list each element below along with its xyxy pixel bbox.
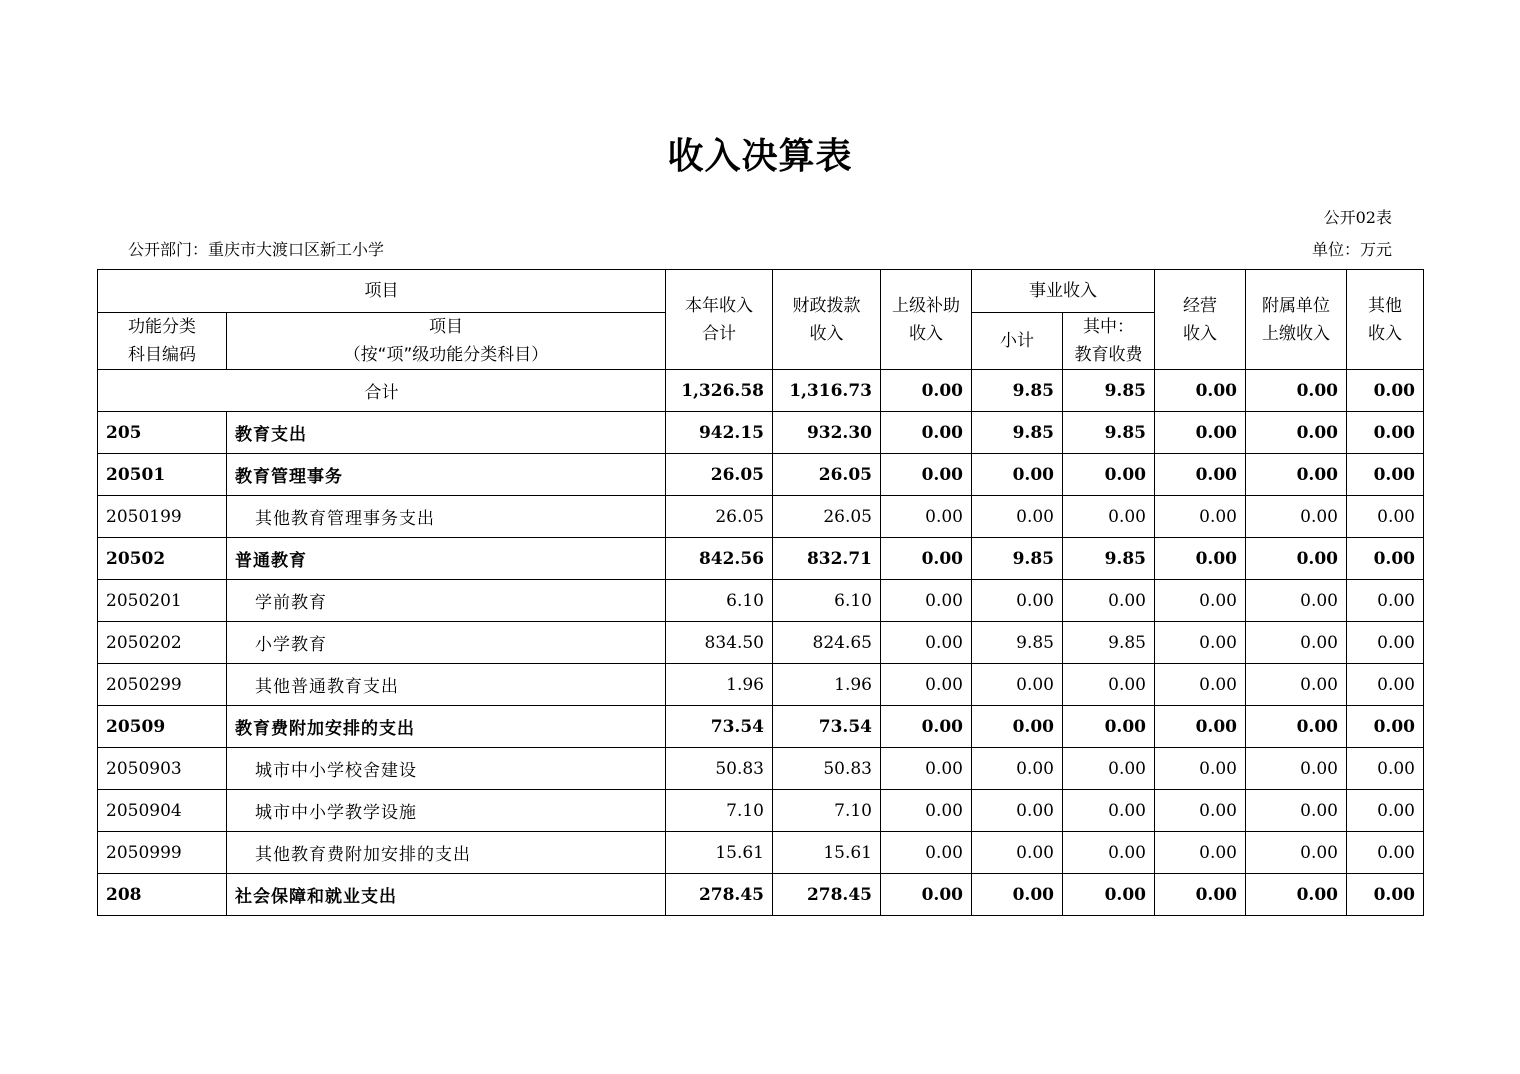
row-value: 15.61 <box>666 832 773 874</box>
row-value: 0.00 <box>1063 496 1155 538</box>
row-value: 0.00 <box>1347 412 1424 454</box>
row-value: 0.00 <box>972 496 1063 538</box>
header-operating-income: 经营 收入 <box>1155 270 1246 370</box>
row-value: 26.05 <box>666 454 773 496</box>
row-value: 26.05 <box>773 454 881 496</box>
row-value: 0.00 <box>1155 832 1246 874</box>
row-value: 26.05 <box>666 496 773 538</box>
total-cell: 0.00 <box>1155 370 1246 412</box>
row-value: 0.00 <box>881 580 972 622</box>
row-code: 2050199 <box>98 496 227 538</box>
row-value: 0.00 <box>881 412 972 454</box>
row-value: 50.83 <box>773 748 881 790</box>
row-value: 73.54 <box>666 706 773 748</box>
row-value: 0.00 <box>881 622 972 664</box>
row-value: 0.00 <box>1155 454 1246 496</box>
total-cell: 0.00 <box>1246 370 1347 412</box>
row-value: 0.00 <box>881 538 972 580</box>
row-value: 0.00 <box>881 874 972 916</box>
row-value: 834.50 <box>666 622 773 664</box>
row-name: 教育支出 <box>227 412 666 454</box>
total-row <box>98 370 1424 412</box>
row-value: 0.00 <box>1063 790 1155 832</box>
row-name: 教育管理事务 <box>227 454 666 496</box>
row-value: 9.85 <box>972 538 1063 580</box>
row-code: 208 <box>98 874 227 916</box>
row-value: 0.00 <box>1155 748 1246 790</box>
table-row <box>98 412 1424 454</box>
table-row <box>98 706 1424 748</box>
row-code: 2050299 <box>98 664 227 706</box>
table-row <box>98 832 1424 874</box>
row-name: 小学教育 <box>227 622 666 664</box>
header-other-income: 其他 收入 <box>1347 270 1424 370</box>
row-value: 842.56 <box>666 538 773 580</box>
total-cell: 9.85 <box>972 370 1063 412</box>
row-value: 0.00 <box>1155 580 1246 622</box>
table-row <box>98 790 1424 832</box>
row-value: 832.71 <box>773 538 881 580</box>
row-value: 0.00 <box>881 664 972 706</box>
row-value: 0.00 <box>881 748 972 790</box>
row-name: 普通教育 <box>227 538 666 580</box>
row-code: 2050202 <box>98 622 227 664</box>
row-value: 0.00 <box>1246 832 1347 874</box>
row-value: 1.96 <box>666 664 773 706</box>
form-number: 公开02表 <box>1323 208 1392 227</box>
table-row <box>98 748 1424 790</box>
row-value: 0.00 <box>1347 664 1424 706</box>
row-value: 0.00 <box>1347 580 1424 622</box>
row-value: 0.00 <box>972 790 1063 832</box>
row-value: 7.10 <box>773 790 881 832</box>
row-value: 0.00 <box>1155 496 1246 538</box>
total-cell: 1,326.58 <box>666 370 773 412</box>
row-value: 0.00 <box>1155 790 1246 832</box>
row-value: 73.54 <box>773 706 881 748</box>
row-name: 其他普通教育支出 <box>227 664 666 706</box>
income-final-accounts-table <box>97 269 1424 916</box>
row-name: 教育费附加安排的支出 <box>227 706 666 748</box>
row-value: 0.00 <box>1063 664 1155 706</box>
row-value: 9.85 <box>972 412 1063 454</box>
row-value: 0.00 <box>1063 832 1155 874</box>
row-value: 0.00 <box>1246 538 1347 580</box>
table-row <box>98 538 1424 580</box>
row-value: 26.05 <box>773 496 881 538</box>
row-value: 9.85 <box>1063 538 1155 580</box>
table-row <box>98 580 1424 622</box>
row-value: 0.00 <box>1155 412 1246 454</box>
row-value: 0.00 <box>1347 832 1424 874</box>
row-code: 20501 <box>98 454 227 496</box>
row-name: 城市中小学教学设施 <box>227 790 666 832</box>
row-value: 0.00 <box>1155 538 1246 580</box>
header-superior-subsidy: 上级补助 收入 <box>881 270 972 370</box>
row-value: 0.00 <box>972 874 1063 916</box>
header-subtotal: 小计 <box>972 313 1063 370</box>
header-business-income-group: 事业收入 <box>972 270 1155 313</box>
row-value: 0.00 <box>1347 622 1424 664</box>
row-value: 0.00 <box>1155 874 1246 916</box>
header-project-group: 项目 <box>98 270 666 313</box>
row-value: 0.00 <box>972 706 1063 748</box>
row-value: 278.45 <box>773 874 881 916</box>
row-value: 15.61 <box>773 832 881 874</box>
row-value: 0.00 <box>972 580 1063 622</box>
row-value: 0.00 <box>1246 412 1347 454</box>
row-value: 824.65 <box>773 622 881 664</box>
header-affiliated-income: 附属单位 上缴收入 <box>1246 270 1347 370</box>
row-value: 0.00 <box>972 748 1063 790</box>
row-value: 50.83 <box>666 748 773 790</box>
row-value: 0.00 <box>1347 538 1424 580</box>
row-value: 0.00 <box>1246 706 1347 748</box>
row-value: 0.00 <box>1246 454 1347 496</box>
total-cell: 0.00 <box>881 370 972 412</box>
row-value: 9.85 <box>972 622 1063 664</box>
row-value: 7.10 <box>666 790 773 832</box>
table-row <box>98 496 1424 538</box>
row-value: 0.00 <box>1246 790 1347 832</box>
row-name: 社会保障和就业支出 <box>227 874 666 916</box>
row-value: 0.00 <box>1246 664 1347 706</box>
row-code: 2050999 <box>98 832 227 874</box>
row-name: 城市中小学校舍建设 <box>227 748 666 790</box>
row-name: 学前教育 <box>227 580 666 622</box>
row-value: 0.00 <box>1347 454 1424 496</box>
row-value: 0.00 <box>1063 454 1155 496</box>
row-value: 0.00 <box>972 454 1063 496</box>
row-value: 0.00 <box>881 790 972 832</box>
row-value: 0.00 <box>972 832 1063 874</box>
row-value: 0.00 <box>1347 748 1424 790</box>
row-value: 0.00 <box>1246 874 1347 916</box>
table-row <box>98 664 1424 706</box>
total-cell: 0.00 <box>1347 370 1424 412</box>
row-value: 0.00 <box>1155 706 1246 748</box>
row-value: 0.00 <box>1246 748 1347 790</box>
row-value: 0.00 <box>972 664 1063 706</box>
row-value: 0.00 <box>1063 706 1155 748</box>
header-fiscal-appropriation: 财政拨款 收入 <box>773 270 881 370</box>
total-label: 合计 <box>98 370 666 412</box>
row-value: 0.00 <box>1347 790 1424 832</box>
row-value: 6.10 <box>666 580 773 622</box>
table-row <box>98 454 1424 496</box>
row-code: 2050904 <box>98 790 227 832</box>
row-value: 0.00 <box>1347 706 1424 748</box>
total-cell: 1,316.73 <box>773 370 881 412</box>
page-title: 收入决算表 <box>667 136 853 177</box>
row-value: 9.85 <box>1063 622 1155 664</box>
row-value: 0.00 <box>1246 580 1347 622</box>
row-value: 0.00 <box>881 496 972 538</box>
row-value: 0.00 <box>1246 622 1347 664</box>
header-total-income: 本年收入 合计 <box>666 270 773 370</box>
row-value: 9.85 <box>1063 412 1155 454</box>
row-code: 205 <box>98 412 227 454</box>
row-value: 0.00 <box>1155 622 1246 664</box>
row-value: 0.00 <box>1347 496 1424 538</box>
row-value: 942.15 <box>666 412 773 454</box>
row-code: 2050201 <box>98 580 227 622</box>
row-value: 0.00 <box>881 454 972 496</box>
row-code: 2050903 <box>98 748 227 790</box>
row-value: 0.00 <box>1246 496 1347 538</box>
row-value: 0.00 <box>881 832 972 874</box>
header-education-fee: 其中： 教育收费 <box>1063 313 1155 370</box>
row-name: 其他教育管理事务支出 <box>227 496 666 538</box>
row-value: 6.10 <box>773 580 881 622</box>
row-value: 0.00 <box>881 706 972 748</box>
header-item-name: 项目 （按“项”级功能分类科目） <box>227 313 666 370</box>
table-row <box>98 874 1424 916</box>
row-value: 0.00 <box>1063 874 1155 916</box>
total-cell: 9.85 <box>1063 370 1155 412</box>
row-value: 0.00 <box>1063 580 1155 622</box>
row-code: 20509 <box>98 706 227 748</box>
row-value: 278.45 <box>666 874 773 916</box>
unit-label: 单位：万元 <box>1311 240 1392 259</box>
row-code: 20502 <box>98 538 227 580</box>
table-row <box>98 622 1424 664</box>
row-value: 0.00 <box>1155 664 1246 706</box>
row-value: 0.00 <box>1063 748 1155 790</box>
department-label: 公开部门：重庆市大渡口区新工小学 <box>128 240 385 259</box>
row-value: 0.00 <box>1347 874 1424 916</box>
header-function-code: 功能分类 科目编码 <box>98 313 227 370</box>
row-name: 其他教育费附加安排的支出 <box>227 832 666 874</box>
row-value: 1.96 <box>773 664 881 706</box>
row-value: 932.30 <box>773 412 881 454</box>
